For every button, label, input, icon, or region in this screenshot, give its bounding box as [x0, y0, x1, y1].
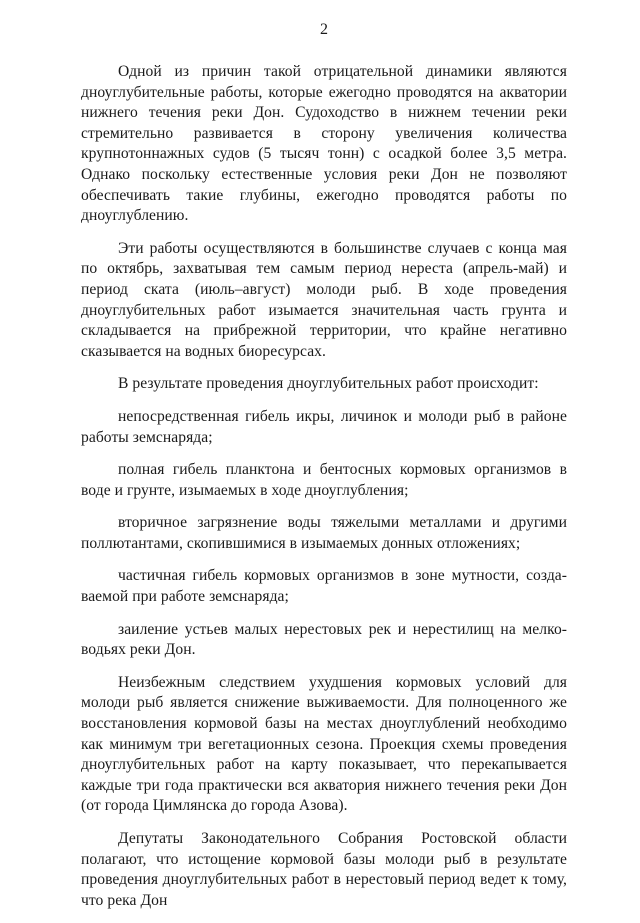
paragraph-consequences-intro: В результате проведения дноуглубительных работ происходит: — [118, 375, 539, 393]
list-item-direct-loss: непосредственная гибель икры, личинок и молоди рыб в районе работы земснаряда; — [81, 407, 567, 446]
paragraph-dredging-timing: Эти работы осуществляются в большинстве случаев с конца мая по октябрь, захватывая тем самым период нереста (апрель-май) и период ската (июль–август) молоди рыб. В ходе проведения дноуглубительных работ изымается значительная часть грунта и складывается на прибрежной территории, что крайне негативно сказывается на водных биоресурсах. — [81, 239, 567, 360]
page-number: 2 — [320, 21, 328, 38]
list-item-plankton-loss: полная гибель планктона и бентосных кормовых организмов в воде и грунте, изымаемых в ходе дноуглубления; — [81, 461, 567, 499]
list-item-siltation: заиление устьев малых нерестовых рек и нерестилищ на мелководьях реки Дон. — [81, 620, 567, 659]
document-body — [81, 62, 567, 923]
paragraph-deputies-opinion: Депутаты Законодательного Собрания Ростовской области полагают, что истощение кормовой базы молоди рыб в результате проведения дноуглубительных работ в нерестовый период ведет к тому, что река Дон — [81, 830, 567, 909]
paragraph-survival-decline: Неизбежным следствием ухудшения кормовых условий для молоди рыб является снижение выживаемости. Для полноценного же восстановления кормовой базы на местах дноуглублений необходимо как минимум три вегетационных сезона. Проекция схемы проведения дноуглубительных работ на карту показывает, что перекапывается каждые три года практически вся акватория нижнего течения реки Дон (от города Цимлянска до города Азова). — [81, 673, 567, 815]
paragraph-dredging-causes: Одной из причин такой отрицательной динамики являются дноуглубительные работы, которые ежегодно проводятся на акватории нижнего течения реки Дон. Судоходство в нижнем течении реки стремительно развивается в сторону увеличения количества крупнотоннажных судов (5 тысяч тонн) с осадкой более 3,5 метра. Однако поскольку естественные условия реки Дон не позволяют обеспечивать такие глубины, ежегодно проводятся работы по дноуглублению. — [81, 63, 567, 225]
list-item-secondary-pollution: вторичное загрязнение воды тяжелыми металлами и другими поллютантами, скопившимися в изымаемых донных отложениях; — [81, 514, 567, 552]
list-item-turbidity-loss: частичная гибель кормовых организмов в зоне мутности, создаваемой при работе земснаряда; — [81, 567, 567, 606]
